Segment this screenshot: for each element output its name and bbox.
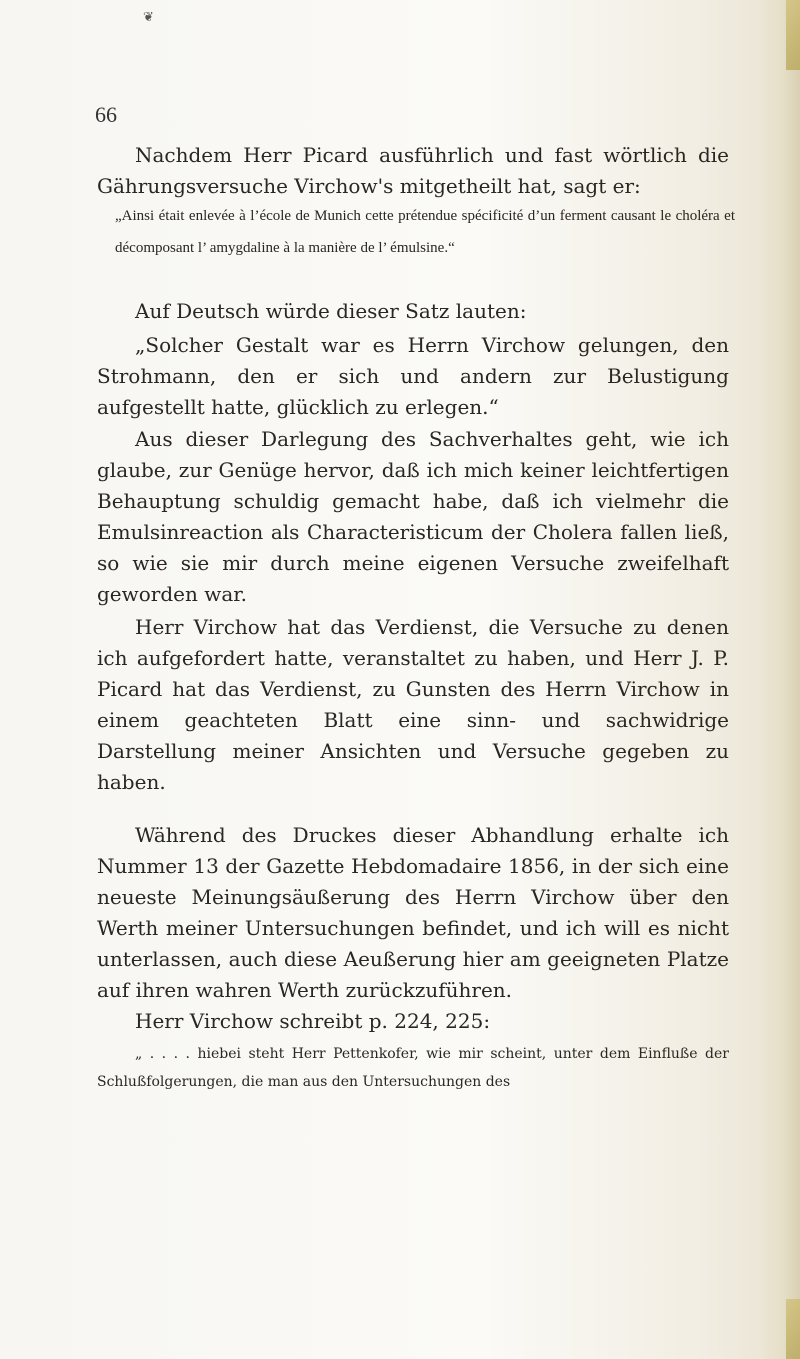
page-edge-shading: [760, 0, 800, 1359]
german-quotation: „Solcher Gestalt war es Herrn Virchow gelungen, den Strohmann, den er sich und andern zur Belustigung aufgestellt hatte, glücklich zu erlegen.“: [97, 333, 729, 419]
paragraph-intro: Nachdem Herr Picard ausführlich und fast wörtlich die Gährungsversuche Virchow's mitgetheilt hat, sagt er:: [97, 143, 729, 198]
paragraph-translation-intro: Auf Deutsch würde dieser Satz lauten:: [135, 299, 527, 323]
french-quotation: „Ainsi était enlevée à l’école de Munich cette prétendue spécificité d’un ferment causant le choléra et décomposant l’ amygdaline à la manière de l’ émulsine.“: [115, 208, 735, 256]
page-number: 66: [95, 102, 117, 127]
paragraph-verdienst: Herr Virchow hat das Verdienst, die Versuche zu denen ich aufgefordert hatte, veranstaltet zu haben, und Herr J. P. Picard hat das Verdienst, zu Gunsten des Herrn Virchow in einem geachteten Blatt eine sinn- und sachwidrige Darstellung meiner Ansichten und Versuche gegeben zu haben.: [97, 615, 729, 794]
paragraph-darlegung: Aus dieser Darlegung des Sachverhaltes geht, wie ich glaube, zur Genüge hervor, daß ich mich keiner leichtfertigen Behauptung schuldig gemacht habe, daß ich vielmehr die Emulsinreaction als Characteristicum der Cholera fallen ließ, so wie sie mir durch meine eigenen Versuche zweifelhaft geworden war.: [97, 427, 729, 606]
edge-stain-top: [786, 0, 800, 70]
paragraph-gazette: Während des Druckes dieser Abhandlung erhalte ich Nummer 13 der Gazette Hebdomadaire 1856, in der sich eine neueste Meinungsäußerung des Herrn Virchow über den Werth meiner Untersuchungen befindet, und ich will es nicht unterlassen, auch diese Aeußerung hier am geeigneten Platze auf ihren wahren Werth zurückzuführen.: [97, 823, 729, 1002]
printer-mark: ❦: [143, 10, 154, 25]
edge-stain-bottom: [786, 1299, 800, 1359]
quotation-virchow: „ . . . . hiebei steht Herr Pettenkofer, wie mir scheint, unter dem Einfluße der Schlußfolgerungen, die man aus den Untersuchungen des: [97, 1046, 729, 1090]
paragraph-virchow-schreibt: Herr Virchow schreibt p. 224, 225:: [135, 1009, 491, 1033]
